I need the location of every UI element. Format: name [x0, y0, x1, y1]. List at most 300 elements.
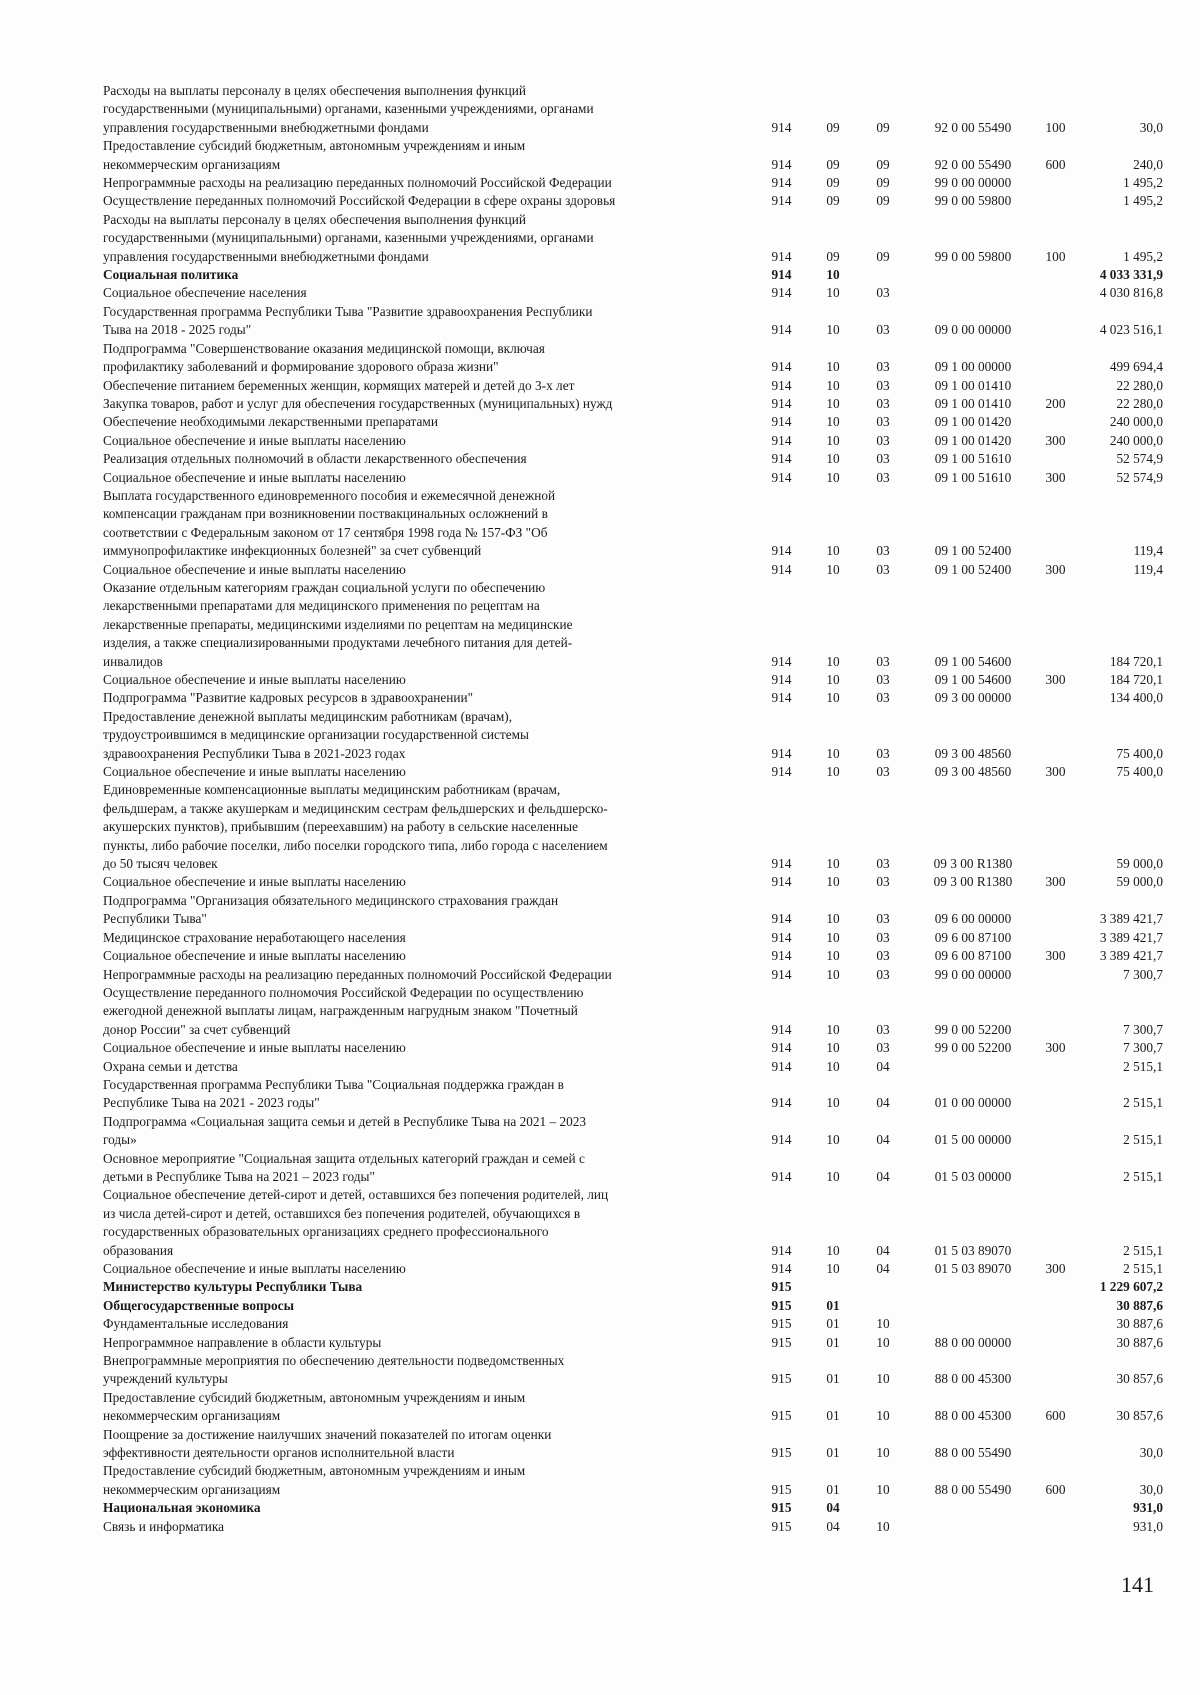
- section-code: 10: [826, 966, 840, 982]
- ministry-code: 914: [771, 911, 792, 927]
- amount: 2 515,1: [1123, 1132, 1163, 1148]
- row-name: Предоставление субсидий бюджетным, автономным учреждениям и иным некоммерческим организациям: [103, 138, 526, 172]
- row-name: Предоставление денежной выплаты медицинским работникам (врачам), трудоустроившимся в медицинские организации государственной системы здравоохранения Республики Тыва в 2021-2023 годах: [103, 708, 529, 761]
- subsection-code: 10: [876, 1445, 890, 1461]
- ministry-code: 915: [771, 1518, 792, 1534]
- amount: 1 495,2: [1123, 193, 1163, 209]
- amount: 119,4: [1133, 543, 1163, 559]
- target-article-code: 99 0 00 52200: [934, 1021, 1012, 1037]
- amount: 3 389 421,7: [1099, 948, 1163, 964]
- row-name: Социальное обеспечение и иные выплаты населению: [103, 672, 406, 687]
- row-name: Социальное обеспечение детей-сирот и детей, оставшихся без попечения родителей, лиц из числа детей-сирот и детей, оставшихся без попечения родителей, обучающихся в государственных образовательных организациях среднего профессионального образования: [103, 1187, 609, 1258]
- amount: 30 887,6: [1116, 1334, 1163, 1350]
- amount: 184 720,1: [1109, 672, 1163, 687]
- row-name: Внепрограммные мероприятия по обеспечению деятельности подведомственных учреждений культуры: [103, 1353, 565, 1387]
- target-article-code: [908, 1297, 1038, 1315]
- row-name: Реализация отдельных полномочий в области лекарственного обеспечения: [103, 451, 527, 467]
- row-name: Социальная политика: [103, 267, 239, 283]
- expense-type-code: 300: [1045, 874, 1066, 890]
- table-row: [103, 781, 1163, 873]
- section-code: 10: [826, 561, 840, 577]
- subsection-code: [858, 1278, 908, 1296]
- expense-type-code: [1038, 1278, 1073, 1296]
- expense-type-code: [1038, 1499, 1073, 1517]
- table-row: [103, 303, 1163, 340]
- subsection-code: 03: [876, 874, 890, 890]
- table-row: [103, 1389, 1163, 1426]
- amount: 2 515,1: [1123, 1058, 1163, 1074]
- target-article-code: [908, 1278, 1038, 1296]
- subsection-code: 03: [876, 745, 890, 761]
- section-code: 10: [826, 874, 840, 890]
- table-row: [103, 1334, 1163, 1352]
- table-row: [103, 266, 1163, 284]
- table-row: [103, 892, 1163, 929]
- table-row: [103, 413, 1163, 431]
- amount: 30 857,6: [1116, 1408, 1163, 1424]
- ministry-code: 914: [771, 690, 792, 706]
- ministry-code: 915: [771, 1279, 792, 1295]
- expense-type-code: [1038, 1334, 1073, 1352]
- ministry-code: 914: [771, 193, 792, 209]
- subsection-code: 03: [876, 1040, 890, 1056]
- table-row: [103, 1076, 1163, 1113]
- table-row: [103, 579, 1163, 671]
- target-article-code: 99 0 00 00000: [934, 966, 1012, 982]
- expense-type-code: 300: [1045, 1040, 1066, 1056]
- subsection-code: 03: [876, 395, 890, 411]
- amount: 2 515,1: [1123, 1242, 1163, 1258]
- subsection-code: 03: [876, 911, 890, 927]
- amount: 59 000,0: [1116, 874, 1163, 890]
- expense-type-code: [1038, 1426, 1073, 1463]
- target-article-code: 99 0 00 00000: [934, 175, 1012, 191]
- row-name: Социальное обеспечение и иные выплаты населению: [103, 874, 406, 890]
- subsection-code: 03: [876, 653, 890, 669]
- subsection-code: 10: [876, 1481, 890, 1497]
- table-row: [103, 763, 1163, 781]
- ministry-code: 914: [771, 395, 792, 411]
- section-code: 04: [826, 1518, 840, 1534]
- expense-type-code: [1038, 579, 1073, 671]
- target-article-code: 09 1 00 01410: [934, 377, 1012, 393]
- ministry-code: 914: [771, 672, 792, 687]
- target-article-code: 09 1 00 01410: [934, 395, 1012, 411]
- expense-type-code: 600: [1045, 1481, 1066, 1497]
- ministry-code: 914: [771, 1040, 792, 1056]
- section-code: 10: [826, 764, 840, 780]
- section-code: 10: [826, 543, 840, 559]
- target-article-code: 09 1 00 01420: [934, 414, 1012, 430]
- row-name: Поощрение за достижение наилучших значений показателей по итогам оценки эффективности деятельности органов исполнительной власти: [103, 1426, 552, 1461]
- target-article-code: [908, 266, 1038, 284]
- subsection-code: 03: [876, 856, 890, 872]
- section-code: 10: [826, 690, 840, 706]
- amount: 1 495,2: [1123, 248, 1163, 264]
- amount: 134 400,0: [1109, 690, 1163, 706]
- section-code: 09: [826, 156, 840, 172]
- section-code: 09: [826, 175, 840, 191]
- ministry-code: 914: [771, 156, 792, 172]
- target-article-code: [908, 1499, 1038, 1517]
- subsection-code: [858, 266, 908, 284]
- ministry-code: 914: [771, 1021, 792, 1037]
- ministry-code: 914: [771, 248, 792, 264]
- subsection-code: 10: [876, 1316, 890, 1332]
- ministry-code: 914: [771, 966, 792, 982]
- target-article-code: 09 1 00 00000: [934, 359, 1012, 375]
- expense-type-code: 300: [1045, 672, 1066, 687]
- table-row: [103, 1278, 1163, 1296]
- table-row: [103, 1518, 1163, 1536]
- target-article-code: 09 1 00 54600: [934, 653, 1012, 669]
- table-row: [103, 192, 1163, 210]
- table-row: [103, 487, 1163, 561]
- ministry-code: 914: [771, 432, 792, 448]
- target-article-code: 88 0 00 00000: [934, 1334, 1012, 1350]
- subsection-code: 03: [876, 432, 890, 448]
- subsection-code: 03: [876, 929, 890, 945]
- row-name: Медицинское страхование неработающего населения: [103, 929, 406, 945]
- table-row: [103, 708, 1163, 763]
- row-name: Обеспечение необходимыми лекарственными препаратами: [103, 414, 438, 430]
- target-article-code: 88 0 00 45300: [934, 1408, 1012, 1424]
- ministry-code: 914: [771, 119, 792, 135]
- subsection-code: 03: [876, 948, 890, 964]
- subsection-code: 04: [876, 1242, 890, 1258]
- section-code: 10: [826, 672, 840, 687]
- table-row: [103, 689, 1163, 707]
- section-code: 10: [826, 359, 840, 375]
- target-article-code: 88 0 00 55490: [934, 1481, 1012, 1497]
- row-name: Осуществление переданного полномочия Российской Федерации по осуществлению ежегодной денежной выплаты лицам, награжденным нагрудным знаком "Почетный донор России" за счет субвенций: [103, 984, 584, 1037]
- subsection-code: 09: [876, 119, 890, 135]
- subsection-code: 03: [876, 469, 890, 485]
- table-row: [103, 377, 1163, 395]
- amount: 4 023 516,1: [1099, 322, 1163, 338]
- row-name: Фундаментальные исследования: [103, 1316, 289, 1332]
- row-name: Расходы на выплаты персоналу в целях обеспечения выполнения функций государственными (муниципальными) органами, казенными учреждениями, органами управления государственными внебюджетными фондами: [103, 211, 594, 264]
- amount: 2 515,1: [1123, 1095, 1163, 1111]
- row-name: Выплата государственного единовременного пособия и ежемесячной денежной компенсации гражданам при возникновении поствакцинальных осложнений в соответствии с Федеральным законом от 17 сентября 1998 года № 157-ФЗ "Об иммунопрофилактике инфекционных болезней" за счет субвенций: [103, 487, 556, 559]
- subsection-code: 03: [876, 764, 890, 780]
- table-row: [103, 137, 1163, 174]
- row-name: Социальное обеспечение и иные выплаты населению: [103, 561, 406, 577]
- subsection-code: 10: [876, 1371, 890, 1387]
- amount: 7 300,7: [1123, 966, 1163, 982]
- amount: 75 400,0: [1116, 764, 1163, 780]
- expense-type-code: [1038, 929, 1073, 947]
- expense-type-code: [1038, 689, 1073, 707]
- section-code: 01: [826, 1445, 840, 1461]
- expense-type-code: 300: [1045, 469, 1066, 485]
- target-article-code: 09 1 00 51610: [934, 451, 1012, 467]
- row-name: Подпрограмма "Развитие кадровых ресурсов в здравоохранении": [103, 690, 474, 706]
- section-code: 10: [826, 451, 840, 467]
- ministry-code: 914: [771, 856, 792, 872]
- table-row: [103, 966, 1163, 984]
- expense-type-code: [1038, 377, 1073, 395]
- section-code: 10: [826, 1261, 840, 1276]
- section-code: 10: [826, 948, 840, 964]
- row-name: Социальное обеспечение и иные выплаты населению: [103, 432, 406, 448]
- section-code: 10: [826, 469, 840, 485]
- ministry-code: 914: [771, 1261, 792, 1276]
- section-code: 10: [826, 322, 840, 338]
- subsection-code: 10: [876, 1408, 890, 1424]
- section-code: 10: [826, 856, 840, 872]
- subsection-code: 04: [876, 1132, 890, 1148]
- row-name: Национальная экономика: [103, 1500, 261, 1516]
- expense-type-code: 100: [1045, 248, 1066, 264]
- subsection-code: 03: [876, 690, 890, 706]
- target-article-code: 88 0 00 45300: [934, 1371, 1012, 1387]
- amount: 7 300,7: [1123, 1021, 1163, 1037]
- amount: 30,0: [1139, 1445, 1163, 1461]
- amount: 75 400,0: [1116, 745, 1163, 761]
- expense-type-code: [1038, 966, 1073, 984]
- subsection-code: 04: [876, 1168, 890, 1184]
- section-code: 10: [826, 432, 840, 448]
- expense-type-code: [1038, 174, 1073, 192]
- ministry-code: 915: [771, 1371, 792, 1387]
- table-row: [103, 1113, 1163, 1150]
- amount: 240 000,0: [1109, 432, 1163, 448]
- subsection-code: 10: [876, 1334, 890, 1350]
- amount: 30 857,6: [1116, 1371, 1163, 1387]
- ministry-code: 914: [771, 285, 792, 301]
- section-code: 01: [826, 1371, 840, 1387]
- target-article-code: 01 0 00 00000: [934, 1095, 1012, 1111]
- table-row: [103, 947, 1163, 965]
- target-article-code: 01 5 00 00000: [934, 1132, 1012, 1148]
- section-code: 10: [826, 1168, 840, 1184]
- ministry-code: 915: [771, 1500, 792, 1516]
- target-article-code: 09 6 00 87100: [934, 929, 1012, 945]
- target-article-code: 99 0 00 59800: [934, 193, 1012, 209]
- section-code: 10: [826, 395, 840, 411]
- amount: 7 300,7: [1123, 1040, 1163, 1056]
- amount: 2 515,1: [1123, 1261, 1163, 1276]
- table-row: [103, 1297, 1163, 1315]
- target-article-code: [908, 1315, 1038, 1333]
- expense-type-code: 200: [1045, 395, 1066, 411]
- target-article-code: 09 1 00 54600: [934, 672, 1012, 687]
- table-row: [103, 1186, 1163, 1260]
- section-code: 10: [826, 1095, 840, 1111]
- amount: 4 030 816,8: [1099, 285, 1163, 301]
- section-code: 10: [826, 1132, 840, 1148]
- target-article-code: 09 6 00 87100: [934, 948, 1012, 964]
- ministry-code: 914: [771, 175, 792, 191]
- section-code: 10: [826, 745, 840, 761]
- table-row: [103, 1462, 1163, 1499]
- amount: 22 280,0: [1116, 395, 1163, 411]
- section-code: 10: [826, 1242, 840, 1258]
- amount: 240,0: [1133, 156, 1163, 172]
- target-article-code: 88 0 00 55490: [934, 1445, 1012, 1461]
- target-article-code: 01 5 03 89070: [934, 1261, 1012, 1276]
- row-name: Обеспечение питанием беременных женщин, кормящих матерей и детей до 3-х лет: [103, 377, 575, 393]
- section-code: 01: [826, 1316, 840, 1332]
- table-row: [103, 1499, 1163, 1517]
- amount: 52 574,9: [1116, 451, 1163, 467]
- amount: 3 389 421,7: [1099, 911, 1163, 927]
- expense-type-code: [1038, 708, 1073, 763]
- section-code: 10: [826, 377, 840, 393]
- table-row: [103, 1058, 1163, 1076]
- ministry-code: 915: [771, 1316, 792, 1332]
- section-code: [808, 1278, 858, 1296]
- expense-type-code: [1038, 450, 1073, 468]
- ministry-code: 914: [771, 414, 792, 430]
- expense-type-code: [1038, 192, 1073, 210]
- section-code: 10: [826, 1058, 840, 1074]
- row-name: Связь и информатика: [103, 1518, 225, 1534]
- expense-type-code: [1038, 984, 1073, 1039]
- subsection-code: 04: [876, 1095, 890, 1111]
- ministry-code: 914: [771, 764, 792, 780]
- subsection-code: 03: [876, 543, 890, 559]
- target-article-code: 09 1 00 52400: [934, 561, 1012, 577]
- expense-type-code: 300: [1045, 948, 1066, 964]
- ministry-code: 915: [771, 1481, 792, 1497]
- target-article-code: [908, 1518, 1038, 1536]
- expense-type-code: 300: [1045, 561, 1066, 577]
- target-article-code: 09 3 00 48560: [934, 745, 1012, 761]
- section-code: 04: [826, 1500, 840, 1516]
- subsection-code: 03: [876, 672, 890, 687]
- ministry-code: 915: [771, 1297, 792, 1313]
- ministry-code: 914: [771, 359, 792, 375]
- amount: 52 574,9: [1116, 469, 1163, 485]
- amount: 30,0: [1139, 1481, 1163, 1497]
- amount: 931,0: [1133, 1518, 1163, 1534]
- amount: 184 720,1: [1109, 653, 1163, 669]
- expense-type-code: [1038, 1058, 1073, 1076]
- table-row: [103, 174, 1163, 192]
- target-article-code: 09 3 00 00000: [934, 690, 1012, 706]
- amount: 2 515,1: [1123, 1168, 1163, 1184]
- ministry-code: 914: [771, 322, 792, 338]
- table-row: [103, 1039, 1163, 1057]
- target-article-code: 09 3 00 R1380: [933, 856, 1013, 872]
- ministry-code: 914: [771, 451, 792, 467]
- subsection-code: 03: [876, 377, 890, 393]
- subsection-code: [858, 1499, 908, 1517]
- expense-type-code: [1038, 1315, 1073, 1333]
- expense-type-code: [1038, 1518, 1073, 1536]
- expense-type-code: [1038, 1113, 1073, 1150]
- target-article-code: [908, 284, 1038, 302]
- expense-type-code: 600: [1045, 1408, 1066, 1424]
- table-row: [103, 1150, 1163, 1187]
- section-code: 09: [826, 119, 840, 135]
- target-article-code: 01 5 03 89070: [934, 1242, 1012, 1258]
- row-name: Социальное обеспечение и иные выплаты населению: [103, 948, 406, 964]
- expense-type-code: [1038, 284, 1073, 302]
- row-name: Подпрограмма «Социальная защита семьи и детей в Республике Тыва на 2021 – 2023 годы»: [103, 1113, 587, 1148]
- section-code: 01: [826, 1408, 840, 1424]
- ministry-code: 914: [771, 948, 792, 964]
- target-article-code: 09 1 00 01420: [934, 432, 1012, 448]
- expense-type-code: [1038, 1150, 1073, 1187]
- ministry-code: 914: [771, 1058, 792, 1074]
- row-name: Государственная программа Республики Тыва "Развитие здравоохранения Республики Тыва на 2018 - 2025 годы": [103, 303, 593, 338]
- table-row: [103, 671, 1163, 689]
- subsection-code: 09: [876, 248, 890, 264]
- expense-type-code: [1038, 1076, 1073, 1113]
- amount: 30 887,6: [1116, 1316, 1163, 1332]
- table-row: [103, 929, 1163, 947]
- table-row: [103, 873, 1163, 891]
- section-code: 10: [826, 267, 840, 283]
- expense-type-code: 600: [1045, 156, 1066, 172]
- amount: 59 000,0: [1116, 856, 1163, 872]
- expense-type-code: [1038, 1186, 1073, 1260]
- table-row: [103, 1426, 1163, 1463]
- subsection-code: 09: [876, 175, 890, 191]
- budget-table: [103, 82, 1163, 1536]
- subsection-code: 04: [876, 1261, 890, 1276]
- section-code: 10: [826, 1021, 840, 1037]
- row-name: Министерство культуры Республики Тыва: [103, 1279, 363, 1295]
- target-article-code: 09 1 00 51610: [934, 469, 1012, 485]
- row-name: Непрограммное направление в области культуры: [103, 1334, 382, 1350]
- row-name: Социальное обеспечение и иные выплаты населению: [103, 469, 406, 485]
- section-code: 10: [826, 929, 840, 945]
- expense-type-code: [1038, 266, 1073, 284]
- subsection-code: 03: [876, 451, 890, 467]
- subsection-code: 03: [876, 285, 890, 301]
- row-name: Расходы на выплаты персоналу в целях обеспечения выполнения функций государственными (муниципальными) органами, казенными учреждениями, органами управления государственными внебюджетными фондами: [103, 83, 594, 135]
- table-row: [103, 469, 1163, 487]
- ministry-code: 914: [771, 653, 792, 669]
- row-name: Предоставление субсидий бюджетным, автономным учреждениям и иным некоммерческим организациям: [103, 1389, 526, 1424]
- table-row: [103, 1260, 1163, 1278]
- target-article-code: 09 6 00 00000: [934, 911, 1012, 927]
- ministry-code: 914: [771, 1132, 792, 1148]
- target-article-code: 92 0 00 55490: [934, 119, 1012, 135]
- section-code: 01: [826, 1481, 840, 1497]
- row-name: Предоставление субсидий бюджетным, автономным учреждениям и иным некоммерческим организациям: [103, 1463, 526, 1497]
- subsection-code: 03: [876, 561, 890, 577]
- target-article-code: 99 0 00 59800: [934, 248, 1012, 264]
- row-name: Единовременные компенсационные выплаты медицинским работникам (врачам, фельдшерам, а также акушеркам и медицинским сестрам фельдшерских и фельдшерско- акушерских пунктов), прибывшим (переехавшим) на работу в сельские населенные пункты, либо рабочие поселки, либо поселки городского типа, либо города с населением до 50 тысяч человек: [103, 782, 608, 872]
- amount: 240 000,0: [1109, 414, 1163, 430]
- table-row: [103, 561, 1163, 579]
- row-name: Социальное обеспечение и иные выплаты населению: [103, 764, 406, 780]
- target-article-code: [908, 1058, 1038, 1076]
- section-code: 01: [826, 1334, 840, 1350]
- amount: 4 033 331,9: [1099, 267, 1163, 283]
- amount: 22 280,0: [1116, 377, 1163, 393]
- target-article-code: 92 0 00 55490: [934, 156, 1012, 172]
- ministry-code: 914: [771, 929, 792, 945]
- section-code: 10: [826, 653, 840, 669]
- ministry-code: 914: [771, 543, 792, 559]
- section-code: 10: [826, 285, 840, 301]
- subsection-code: 03: [876, 1021, 890, 1037]
- subsection-code: 09: [876, 193, 890, 209]
- expense-type-code: [1038, 487, 1073, 561]
- amount: 3 389 421,7: [1099, 929, 1163, 945]
- section-code: 10: [826, 911, 840, 927]
- ministry-code: 914: [771, 561, 792, 577]
- section-code: 09: [826, 193, 840, 209]
- subsection-code: 10: [876, 1518, 890, 1534]
- expense-type-code: 300: [1045, 764, 1066, 780]
